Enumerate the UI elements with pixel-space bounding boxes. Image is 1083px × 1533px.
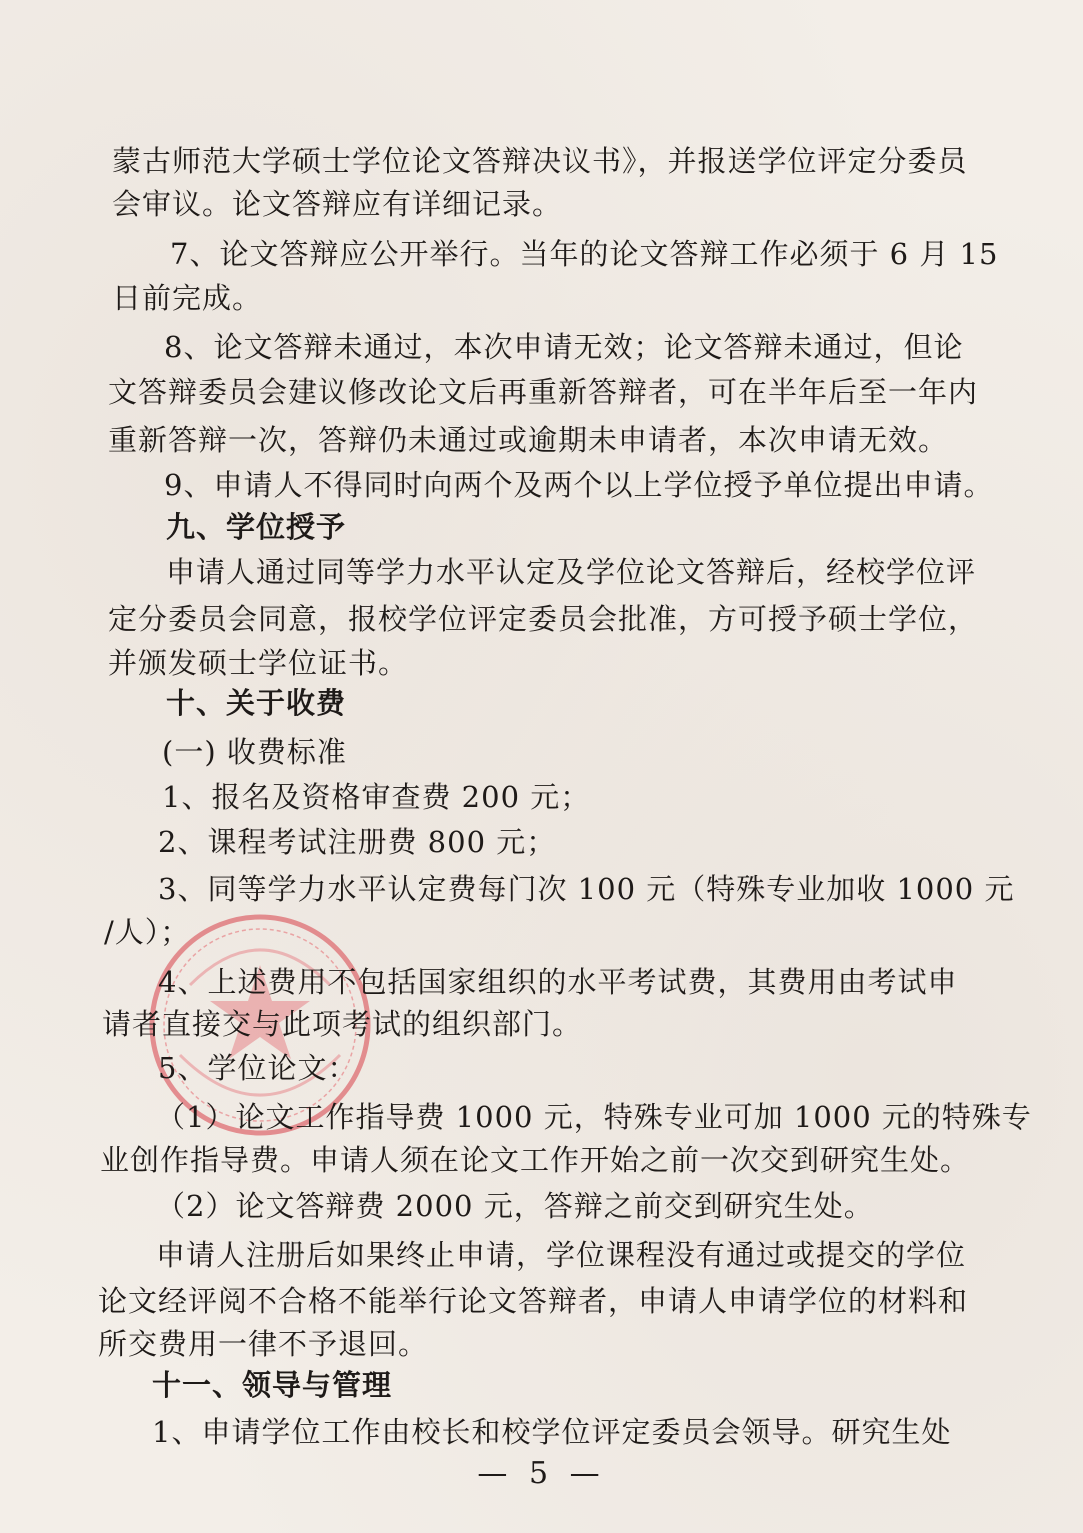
text-line: 3、同等学力水平认定费每门次 100 元（特殊专业加收 1000 元 [158, 872, 1015, 906]
text-line: 论文经评阅不合格不能举行论文答辩者，申请人申请学位的材料和 [98, 1284, 969, 1318]
text-line: 请者直接交与此项考试的组织部门。 [102, 1007, 583, 1041]
section-heading: 九、学位授予 [166, 510, 347, 544]
text-line: 会审议。论文答辩应有详细记录。 [112, 187, 563, 221]
section-heading: 十、关于收费 [166, 686, 347, 720]
text-line: 1、报名及资格审查费 200 元； [162, 780, 591, 814]
text-line: (一) 收费标准 [162, 735, 347, 769]
page-number: — 5 — [477, 1456, 606, 1491]
text-line: 7、论文答辩应公开举行。当年的论文答辩工作必须于 6 月 15 [170, 237, 999, 271]
text-line: 2、课程考试注册费 800 元； [158, 825, 557, 859]
text-line: 并颁发硕士学位证书。 [108, 646, 409, 680]
text-line: 所交费用一律不予退回。 [98, 1327, 429, 1361]
text-line: 5、学位论文： [158, 1051, 358, 1085]
text-line: 申请人通过同等学力水平认定及学位论文答辩后，经校学位评 [166, 555, 977, 589]
text-line: 业创作指导费。申请人须在论文工作开始之前一次交到研究生处。 [100, 1143, 971, 1177]
text-line: 定分委员会同意，报校学位评定委员会批准，方可授予硕士学位， [108, 602, 979, 636]
text-line: 日前完成。 [112, 281, 263, 315]
text-line: 申请人注册后如果终止申请，学位课程没有通过或提交的学位 [156, 1238, 967, 1272]
section-heading: 十一、领导与管理 [152, 1368, 393, 1402]
text-line: /人）； [104, 915, 191, 949]
text-line: （2）论文答辩费 2000 元，答辩之前交到研究生处。 [156, 1189, 874, 1223]
text-line: 8、论文答辩未通过，本次申请无效；论文答辩未通过，但论 [164, 330, 964, 364]
text-line: 文答辩委员会建议修改论文后再重新答辩者，可在半年后至一年内 [108, 375, 979, 409]
text-line: 4、上述费用不包括国家组织的水平考试费，其费用由考试申 [158, 965, 958, 999]
text-line: 1、申请学位工作由校长和校学位评定委员会领导。研究生处 [152, 1415, 952, 1449]
text-line: 9、申请人不得同时向两个及两个以上学位授予单位提出申请。 [164, 468, 994, 502]
text-line: 重新答辩一次，答辩仍未通过或逾期未申请者，本次申请无效。 [108, 423, 949, 457]
text-line: 蒙古师范大学硕士学位论文答辩决议书》，并报送学位评定分委员 [112, 144, 968, 178]
text-line: （1）论文工作指导费 1000 元，特殊专业可加 1000 元的特殊专 [156, 1100, 1032, 1134]
